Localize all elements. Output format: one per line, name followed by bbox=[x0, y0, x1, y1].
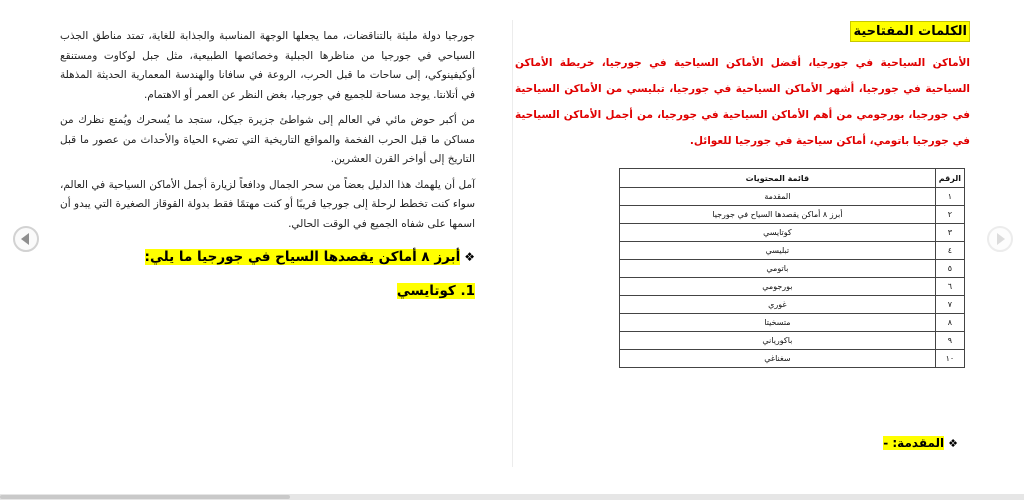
section-heading bbox=[60, 246, 475, 268]
table-row bbox=[620, 206, 965, 224]
paragraph-1: جورجيا دولة مليئة بالتناقضات، مما يجعلها الوجهة المناسبة والجذابة للغاية، تمتد مناطق الجذب السياحي في جورجيا من مناظرها الجبلية وخصائصها الطبيعية، مثل جبل لوكاوت ومستنقع أوكيفينوكي، إلى ساحات ما قبل الحرب، الروعة في سافانا والهندسة المعمارية الحديثة المذهلة في أتلانتا. يوجد مساحة للجميع في جورجيا، بغض النظر عن العمر أو الاهتمام. bbox=[60, 30, 475, 101]
toc-row-number: ١ bbox=[935, 188, 964, 206]
table-row bbox=[620, 332, 965, 350]
toc-row-title: المقدمة bbox=[620, 188, 936, 206]
toc-row-number: ٣ bbox=[935, 224, 964, 242]
chevron-right-icon bbox=[997, 233, 1005, 245]
toc-row-title: باتومي bbox=[620, 260, 936, 278]
table-row bbox=[620, 188, 965, 206]
toc-row-title: سغناغي bbox=[620, 350, 936, 368]
chevron-left-icon bbox=[21, 233, 29, 245]
keywords-title bbox=[515, 22, 970, 42]
diamond-bullet-icon: ❖ bbox=[948, 437, 958, 450]
intro-heading-text: المقدمة: - bbox=[883, 436, 945, 450]
diamond-bullet-icon: ❖ bbox=[464, 250, 475, 264]
toc-row-number: ٤ bbox=[935, 242, 964, 260]
previous-page-button[interactable] bbox=[13, 226, 39, 252]
toc-body bbox=[620, 188, 965, 368]
section-heading-text: أبرز ٨ أماكن يقصدها السياح في جورجيا ما يلي: bbox=[144, 249, 461, 265]
toc-row-number: ٨ bbox=[935, 314, 964, 332]
paragraph-3: آمل أن يلهمك هذا الدليل بعضاً من سحر الجمال ودافعاً لزيارة أجمل الأماكن السياحية في العالم، سواء كنت تخطط لرحلة إلى جورجيا قريبًا أو كنت مهتمًا فقط بدولة القوقاز الصغيرة التي يبدو أن اسمها على شفاه الجميع في الوقت الحالي. bbox=[60, 178, 475, 230]
table-row bbox=[620, 224, 965, 242]
toc-row-number: ١٠ bbox=[935, 350, 964, 368]
sub-heading bbox=[60, 280, 475, 302]
keywords-text: الأماكن السياحية في جورجيا، أفضل الأماكن السياحية في جورجيا، خريطة الأماكن السياحية في جورجيا، أشهر الأماكن السياحية في جورجيا، تبليسي من الأماكن السياحية في جورجيا، بورجومي من أهم الأماكن السياحية في جورجيا، من أجمل الأماكن السياحية في جورجيا باتومي، أماكن سياحية في جورجيا للعوائل. bbox=[515, 57, 970, 147]
toc-row-title: متسخيتا bbox=[620, 314, 936, 332]
table-row bbox=[620, 296, 965, 314]
table-of-contents bbox=[619, 168, 965, 368]
toc-row-title: تبليسي bbox=[620, 242, 936, 260]
table-row bbox=[620, 278, 965, 296]
toc-row-number: ٩ bbox=[935, 332, 964, 350]
left-page bbox=[60, 0, 475, 470]
toc-row-title: كوتايسي bbox=[620, 224, 936, 242]
page-divider bbox=[512, 20, 513, 467]
table-row bbox=[620, 260, 965, 278]
table-row bbox=[620, 242, 965, 260]
toc-header-title: قائمة المحتويات bbox=[620, 169, 936, 188]
right-page bbox=[515, 0, 970, 470]
scrollbar-thumb[interactable] bbox=[0, 495, 290, 499]
toc-row-number: ٧ bbox=[935, 296, 964, 314]
toc-header-number: الرقم bbox=[935, 169, 964, 188]
keywords-title-text: الكلمات المفتاحية bbox=[850, 21, 970, 42]
toc-row-title: بورجومي bbox=[620, 278, 936, 296]
toc-row-number: ٢ bbox=[935, 206, 964, 224]
paragraph-2: من أكبر حوض مائي في العالم إلى شواطئ جزيرة جيكل، ستجد ما يُسحرك ويُمتع نظرك من مساكن ما قبل الحرب الفخمة والمواقع التاريخية التي تضيء الحياة والأحداث من عصور ما قبل التاريخ إلى أواخر القرن العشرين. bbox=[60, 114, 475, 165]
toc-row-number: ٥ bbox=[935, 260, 964, 278]
horizontal-scrollbar[interactable] bbox=[0, 494, 1024, 500]
toc-row-title: باكورياني bbox=[620, 332, 936, 350]
table-row bbox=[620, 350, 965, 368]
toc-row-title: غوري bbox=[620, 296, 936, 314]
toc-row-title: أبرز ٨ أماكن يقصدها السياح في جورجيا bbox=[620, 206, 936, 224]
table-row bbox=[620, 314, 965, 332]
intro-heading bbox=[883, 432, 958, 455]
sub-heading-text: 1. كوتايسي bbox=[396, 283, 475, 299]
next-page-button[interactable] bbox=[987, 226, 1013, 252]
toc-row-number: ٦ bbox=[935, 278, 964, 296]
